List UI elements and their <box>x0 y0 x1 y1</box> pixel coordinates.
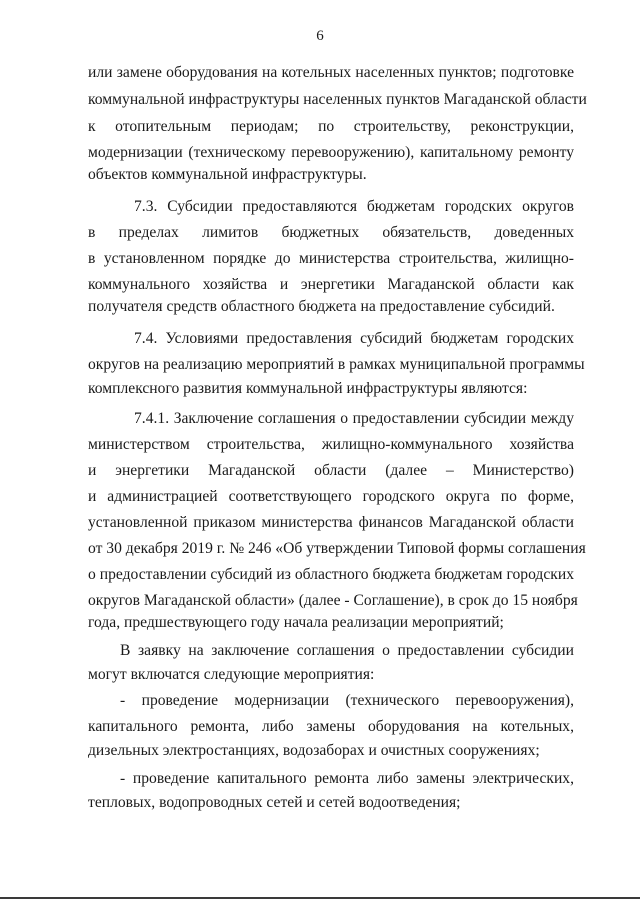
text-line: - проведение модернизации (технического перевооружения), <box>120 692 574 709</box>
text-line: коммунального хозяйства и энергетики Магаданской области как <box>88 276 574 293</box>
text-line: министерством строительства, жилищно-коммунального хозяйства <box>88 436 574 453</box>
text-line: и администрацией соответствующего городского округа по форме, <box>88 488 574 505</box>
text-line: В заявку на заключение соглашения о предоставлении субсидии <box>120 642 574 659</box>
text-line: капитального ремонта, либо замены оборудования на котельных, <box>88 718 574 735</box>
text-line: получателя средств областного бюджета на предоставление субсидий. <box>88 298 555 315</box>
text-line: модернизации (техническому перевооружению), капитальному ремонту <box>88 144 574 161</box>
text-line: к отопительным периодам; по строительству, реконструкции, <box>88 118 574 135</box>
text-line: в пределах лимитов бюджетных обязательств, доведенных <box>88 224 574 241</box>
text-line: в установленном порядке до министерства строительства, жилищно- <box>88 250 574 267</box>
text-line: или замене оборудования на котельных населенных пунктов; подготовке <box>88 64 574 81</box>
scan-edge-divider <box>0 897 640 899</box>
text-line: года, предшествующего году начала реализации мероприятий; <box>88 614 504 631</box>
text-line: и энергетики Магаданской области (далее – Министерство) <box>88 462 574 479</box>
text-line: тепловых, водопроводных сетей и сетей водоотведения; <box>88 794 461 811</box>
text-line: комплексного развития коммунальной инфраструктуры являются: <box>88 380 528 397</box>
text-line: объектов коммунальной инфраструктуры. <box>88 166 367 183</box>
text-line: округов Магаданской области» (далее - Соглашение), в срок до 15 ноября <box>88 592 578 609</box>
text-line: коммунальной инфраструктуры населенных пунктов Магаданской области <box>88 91 587 108</box>
text-line: 7.4.1. Заключение соглашения о предоставлении субсидии между <box>134 410 574 427</box>
text-line: установленной приказом министерства финансов Магаданской области <box>88 514 574 531</box>
text-line: о предоставлении субсидий из областного бюджета бюджетам городских <box>88 566 574 583</box>
text-line: 7.4. Условиями предоставления субсидий бюджетам городских <box>134 330 574 347</box>
text-line: - проведение капитального ремонта либо замены электрических, <box>120 770 574 787</box>
text-line: от 30 декабря 2019 г. № 246 «Об утверждении Типовой формы соглашения <box>88 540 586 557</box>
text-line: 7.3. Субсидии предоставляются бюджетам городских округов <box>134 198 574 215</box>
text-line: могут включатся следующие мероприятия: <box>88 666 375 683</box>
text-line: дизельных электростанциях, водозаборах и очистных сооружениях; <box>88 742 540 759</box>
page-number: 6 <box>316 28 324 44</box>
text-line: округов на реализацию мероприятий в рамках муниципальной программы <box>88 356 585 373</box>
